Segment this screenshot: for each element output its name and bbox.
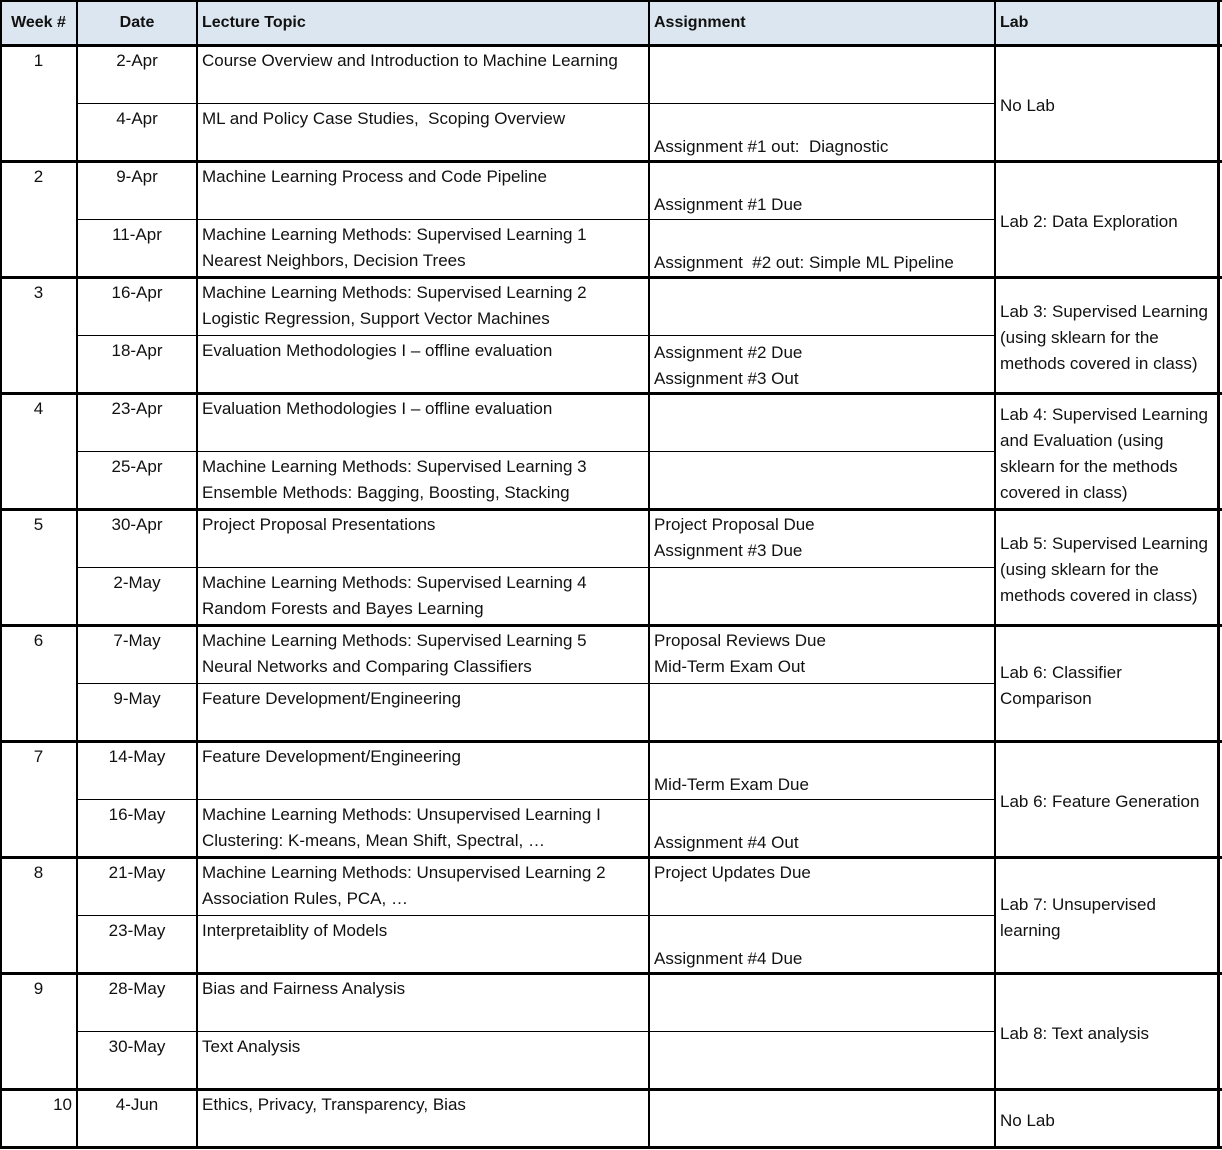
- lab-cell: [1000, 402, 1217, 506]
- lecture-date-text: 14-May: [108, 747, 166, 766]
- lab-line: No Lab: [1000, 96, 1055, 115]
- lecture-date: [77, 222, 197, 248]
- assignment-line: Proposal Reviews Due: [654, 631, 826, 650]
- column-border-week: [76, 0, 78, 1148]
- assignment-line: Assignment #4 Due: [654, 949, 803, 968]
- row-divider: [77, 451, 995, 452]
- lecture-date: [77, 48, 197, 74]
- lecture-topic: [202, 686, 646, 712]
- lecture-topic-line: Feature Development/Engineering: [202, 747, 461, 766]
- lecture-topic-line: Association Rules, PCA, …: [202, 889, 408, 908]
- column-border-left: [0, 0, 2, 1148]
- column-border-topic: [648, 0, 650, 1148]
- week-number: [0, 396, 77, 422]
- lab-line: No Lab: [1000, 1111, 1055, 1130]
- lecture-topic: [202, 106, 646, 132]
- lecture-topic-line: Machine Learning Methods: Supervised Learning 4: [202, 573, 587, 592]
- lecture-topic: [202, 1092, 646, 1118]
- header-lab: Lab: [995, 0, 1218, 46]
- lecture-date-text: 11-Apr: [112, 225, 162, 244]
- lecture-topic-line: Machine Learning Methods: Unsupervised Learning I: [202, 805, 601, 824]
- lab-cell: [1000, 531, 1217, 609]
- lecture-topic-line: ML and Policy Case Studies, Scoping Overview: [202, 109, 566, 128]
- week-number: [0, 1092, 72, 1118]
- lecture-date: [77, 1034, 197, 1060]
- lecture-topic: [202, 454, 646, 506]
- week-number-text: 10: [53, 1095, 72, 1114]
- week-number: [0, 744, 77, 770]
- lecture-date: [77, 454, 197, 480]
- lecture-date: [77, 860, 197, 886]
- lecture-date-text: 9-May: [113, 689, 161, 708]
- assignment-line: Project Proposal Due: [654, 515, 815, 534]
- lab-line: Lab 6: Feature Generation: [1000, 792, 1200, 811]
- assignment-cell: [654, 946, 992, 972]
- lecture-topic-line: Bias and Fairness Analysis: [202, 979, 406, 998]
- week-divider: [0, 276, 1222, 279]
- assignment-line: Mid-Term Exam Due: [654, 775, 809, 794]
- lab-line: sklearn for the methods: [1000, 457, 1178, 476]
- lab-line: covered in class): [1000, 483, 1128, 502]
- lecture-topic-line: Machine Learning Methods: Supervised Learning 5: [202, 631, 587, 650]
- lecture-date-text: 2-May: [113, 573, 161, 592]
- lecture-date-text: 30-Apr: [111, 515, 163, 534]
- lecture-topic: [202, 512, 646, 538]
- lecture-date: [77, 918, 197, 944]
- lecture-date-text: 18-Apr: [111, 341, 163, 360]
- lab-line: Lab 4: Supervised Learning: [1000, 405, 1208, 424]
- lab-cell: [1000, 789, 1217, 815]
- lecture-topic: [202, 222, 646, 274]
- column-border-right: [1217, 0, 1220, 1148]
- week-divider: [0, 1088, 1222, 1091]
- lecture-date: [77, 628, 197, 654]
- lecture-topic: [202, 1034, 646, 1060]
- lecture-topic-line: Clustering: K-means, Mean Shift, Spectral, …: [202, 831, 545, 850]
- lecture-topic: [202, 570, 646, 622]
- assignment-cell: [654, 250, 992, 276]
- assignment-line: Assignment #2 Due: [654, 343, 803, 362]
- lecture-topic-line: Course Overview and Introduction to Machine Learning: [202, 51, 618, 70]
- lecture-date: [77, 744, 197, 770]
- lecture-date: [77, 512, 197, 538]
- lecture-topic-line: Machine Learning Methods: Unsupervised Learning 2: [202, 863, 606, 882]
- week-number-text: 8: [33, 863, 44, 882]
- lecture-topic-line: Nearest Neighbors, Decision Trees: [202, 251, 466, 270]
- assignment-line: Assignment #2 out: Simple ML Pipeline: [654, 253, 954, 272]
- lecture-date: [77, 802, 197, 828]
- lab-line: and Evaluation (using: [1000, 431, 1164, 450]
- lecture-date-text: 25-Apr: [111, 457, 163, 476]
- lecture-topic-line: Logistic Regression, Support Vector Machines: [202, 309, 550, 328]
- lecture-date: [77, 570, 197, 596]
- lecture-topic-line: Interpretaiblity of Models: [202, 921, 388, 940]
- lab-line: (using sklearn for the: [1000, 328, 1159, 347]
- lab-line: Lab 2: Data Exploration: [1000, 212, 1178, 231]
- assignment-cell: [654, 512, 992, 564]
- assignment-line: Mid-Term Exam Out: [654, 657, 806, 676]
- row-divider: [77, 103, 995, 104]
- lab-line: Lab 6: Classifier: [1000, 663, 1122, 682]
- lecture-topic: [202, 628, 646, 680]
- week-number-text: 6: [33, 631, 44, 650]
- lecture-topic-line: Evaluation Methodologies I – offline evaluation: [202, 341, 553, 360]
- lecture-topic: [202, 338, 646, 364]
- lecture-topic-line: Machine Learning Methods: Supervised Learning 2: [202, 283, 587, 302]
- lab-line: Lab 5: Supervised Learning: [1000, 534, 1208, 553]
- lab-line: Lab 8: Text analysis: [1000, 1024, 1149, 1043]
- assignment-line: Project Updates Due: [654, 863, 811, 882]
- lab-line: Lab 3: Supervised Learning: [1000, 302, 1208, 321]
- lab-line: learning: [1000, 921, 1061, 940]
- lecture-date: [77, 280, 197, 306]
- header-week: Week #: [0, 0, 77, 46]
- lecture-date: [77, 1092, 197, 1118]
- lecture-date: [77, 396, 197, 422]
- lecture-date-text: 28-May: [108, 979, 166, 998]
- lab-line: methods covered in class): [1000, 586, 1198, 605]
- week-number: [0, 164, 77, 190]
- week-divider: [0, 160, 1222, 163]
- week-number-text: 3: [33, 283, 44, 302]
- week-number-text: 7: [33, 747, 44, 766]
- week-divider: [0, 972, 1222, 975]
- row-divider: [77, 683, 995, 684]
- lecture-date-text: 16-May: [108, 805, 166, 824]
- row-divider: [77, 915, 995, 916]
- table-top-border: [0, 0, 1222, 2]
- lecture-date-text: 23-Apr: [111, 399, 163, 418]
- assignment-line: Assignment #3 Due: [654, 541, 803, 560]
- lab-cell: [1000, 660, 1217, 712]
- assignment-cell: [654, 192, 992, 218]
- week-number: [0, 48, 77, 74]
- lecture-topic: [202, 396, 646, 422]
- assignment-cell: [654, 628, 992, 680]
- lecture-date: [77, 338, 197, 364]
- lecture-topic-line: Machine Learning Methods: Supervised Learning 1: [202, 225, 587, 244]
- lecture-date-text: 30-May: [108, 1037, 166, 1056]
- lecture-topic: [202, 280, 646, 332]
- week-number: [0, 976, 77, 1002]
- lecture-topic: [202, 860, 646, 912]
- assignment-line: Assignment #1 out: Diagnostic: [654, 137, 889, 156]
- lecture-date-text: 23-May: [108, 921, 166, 940]
- lecture-topic-line: Machine Learning Process and Code Pipeline: [202, 167, 547, 186]
- column-border-date: [196, 0, 198, 1148]
- lab-cell: [1000, 1021, 1217, 1047]
- lecture-topic-line: Project Proposal Presentations: [202, 515, 436, 534]
- row-divider: [77, 799, 995, 800]
- header-lecture-topic: Lecture Topic: [197, 0, 649, 46]
- lecture-date: [77, 686, 197, 712]
- header-date: Date: [77, 0, 197, 46]
- lab-line: Lab 7: Unsupervised: [1000, 895, 1156, 914]
- header-assignment: Assignment: [649, 0, 995, 46]
- column-border-assignment: [994, 0, 996, 1148]
- lecture-topic: [202, 164, 646, 190]
- week-number: [0, 280, 77, 306]
- week-divider: [0, 624, 1222, 627]
- lecture-topic-line: Random Forests and Bayes Learning: [202, 599, 484, 618]
- lecture-topic-line: Evaluation Methodologies I – offline evaluation: [202, 399, 553, 418]
- lab-line: methods covered in class): [1000, 354, 1198, 373]
- lecture-topic: [202, 48, 646, 74]
- lecture-topic-line: Ensemble Methods: Bagging, Boosting, Stacking: [202, 483, 570, 502]
- assignment-cell: [654, 340, 992, 392]
- assignment-cell: [654, 134, 992, 160]
- lecture-topic-line: Neural Networks and Comparing Classifiers: [202, 657, 532, 676]
- week-number-text: 2: [33, 167, 44, 186]
- lab-cell: [1000, 209, 1217, 235]
- assignment-cell: [654, 830, 992, 856]
- week-number-text: 4: [33, 399, 44, 418]
- lab-cell: [1000, 93, 1217, 119]
- lecture-date: [77, 106, 197, 132]
- lab-cell: [1000, 892, 1217, 944]
- week-divider: [0, 856, 1222, 859]
- week-number-text: 9: [33, 979, 44, 998]
- lecture-date-text: 9-Apr: [116, 167, 158, 186]
- lecture-topic: [202, 918, 646, 944]
- lab-line: (using sklearn for the: [1000, 560, 1159, 579]
- week-divider: [0, 392, 1222, 395]
- lecture-topic-line: Machine Learning Methods: Supervised Learning 3: [202, 457, 587, 476]
- week-number: [0, 628, 77, 654]
- lab-cell: [1000, 299, 1217, 377]
- lecture-date-text: 2-Apr: [116, 51, 158, 70]
- week-number: [0, 512, 77, 538]
- row-divider: [77, 335, 995, 336]
- lecture-topic: [202, 976, 646, 1002]
- week-number-text: 1: [33, 51, 44, 70]
- lecture-topic-line: Ethics, Privacy, Transparency, Bias: [202, 1095, 466, 1114]
- week-divider: [0, 508, 1222, 511]
- week-number-text: 5: [33, 515, 44, 534]
- header-bottom-border: [0, 44, 1222, 47]
- week-divider: [0, 740, 1222, 743]
- lecture-date-text: 4-Apr: [116, 109, 158, 128]
- week-divider: [0, 1146, 1222, 1149]
- assignment-line: Assignment #1 Due: [654, 195, 803, 214]
- lecture-date-text: 7-May: [113, 631, 161, 650]
- lecture-date: [77, 976, 197, 1002]
- assignment-cell: [654, 860, 992, 886]
- lab-cell: [1000, 1108, 1217, 1134]
- row-divider: [77, 1031, 995, 1032]
- assignment-cell: [654, 772, 992, 798]
- lecture-date-text: 21-May: [108, 863, 166, 882]
- lecture-date-text: 4-Jun: [115, 1095, 159, 1114]
- lab-line: Comparison: [1000, 689, 1092, 708]
- row-divider: [77, 567, 995, 568]
- assignment-line: Assignment #4 Out: [654, 833, 799, 852]
- row-divider: [77, 219, 995, 220]
- week-number: [0, 860, 77, 886]
- assignment-line: Assignment #3 Out: [654, 369, 799, 388]
- lecture-date: [77, 164, 197, 190]
- lecture-topic-line: Text Analysis: [202, 1037, 301, 1056]
- lecture-topic: [202, 802, 646, 854]
- lecture-date-text: 16-Apr: [111, 283, 163, 302]
- lecture-topic: [202, 744, 646, 770]
- lecture-topic-line: Feature Development/Engineering: [202, 689, 461, 708]
